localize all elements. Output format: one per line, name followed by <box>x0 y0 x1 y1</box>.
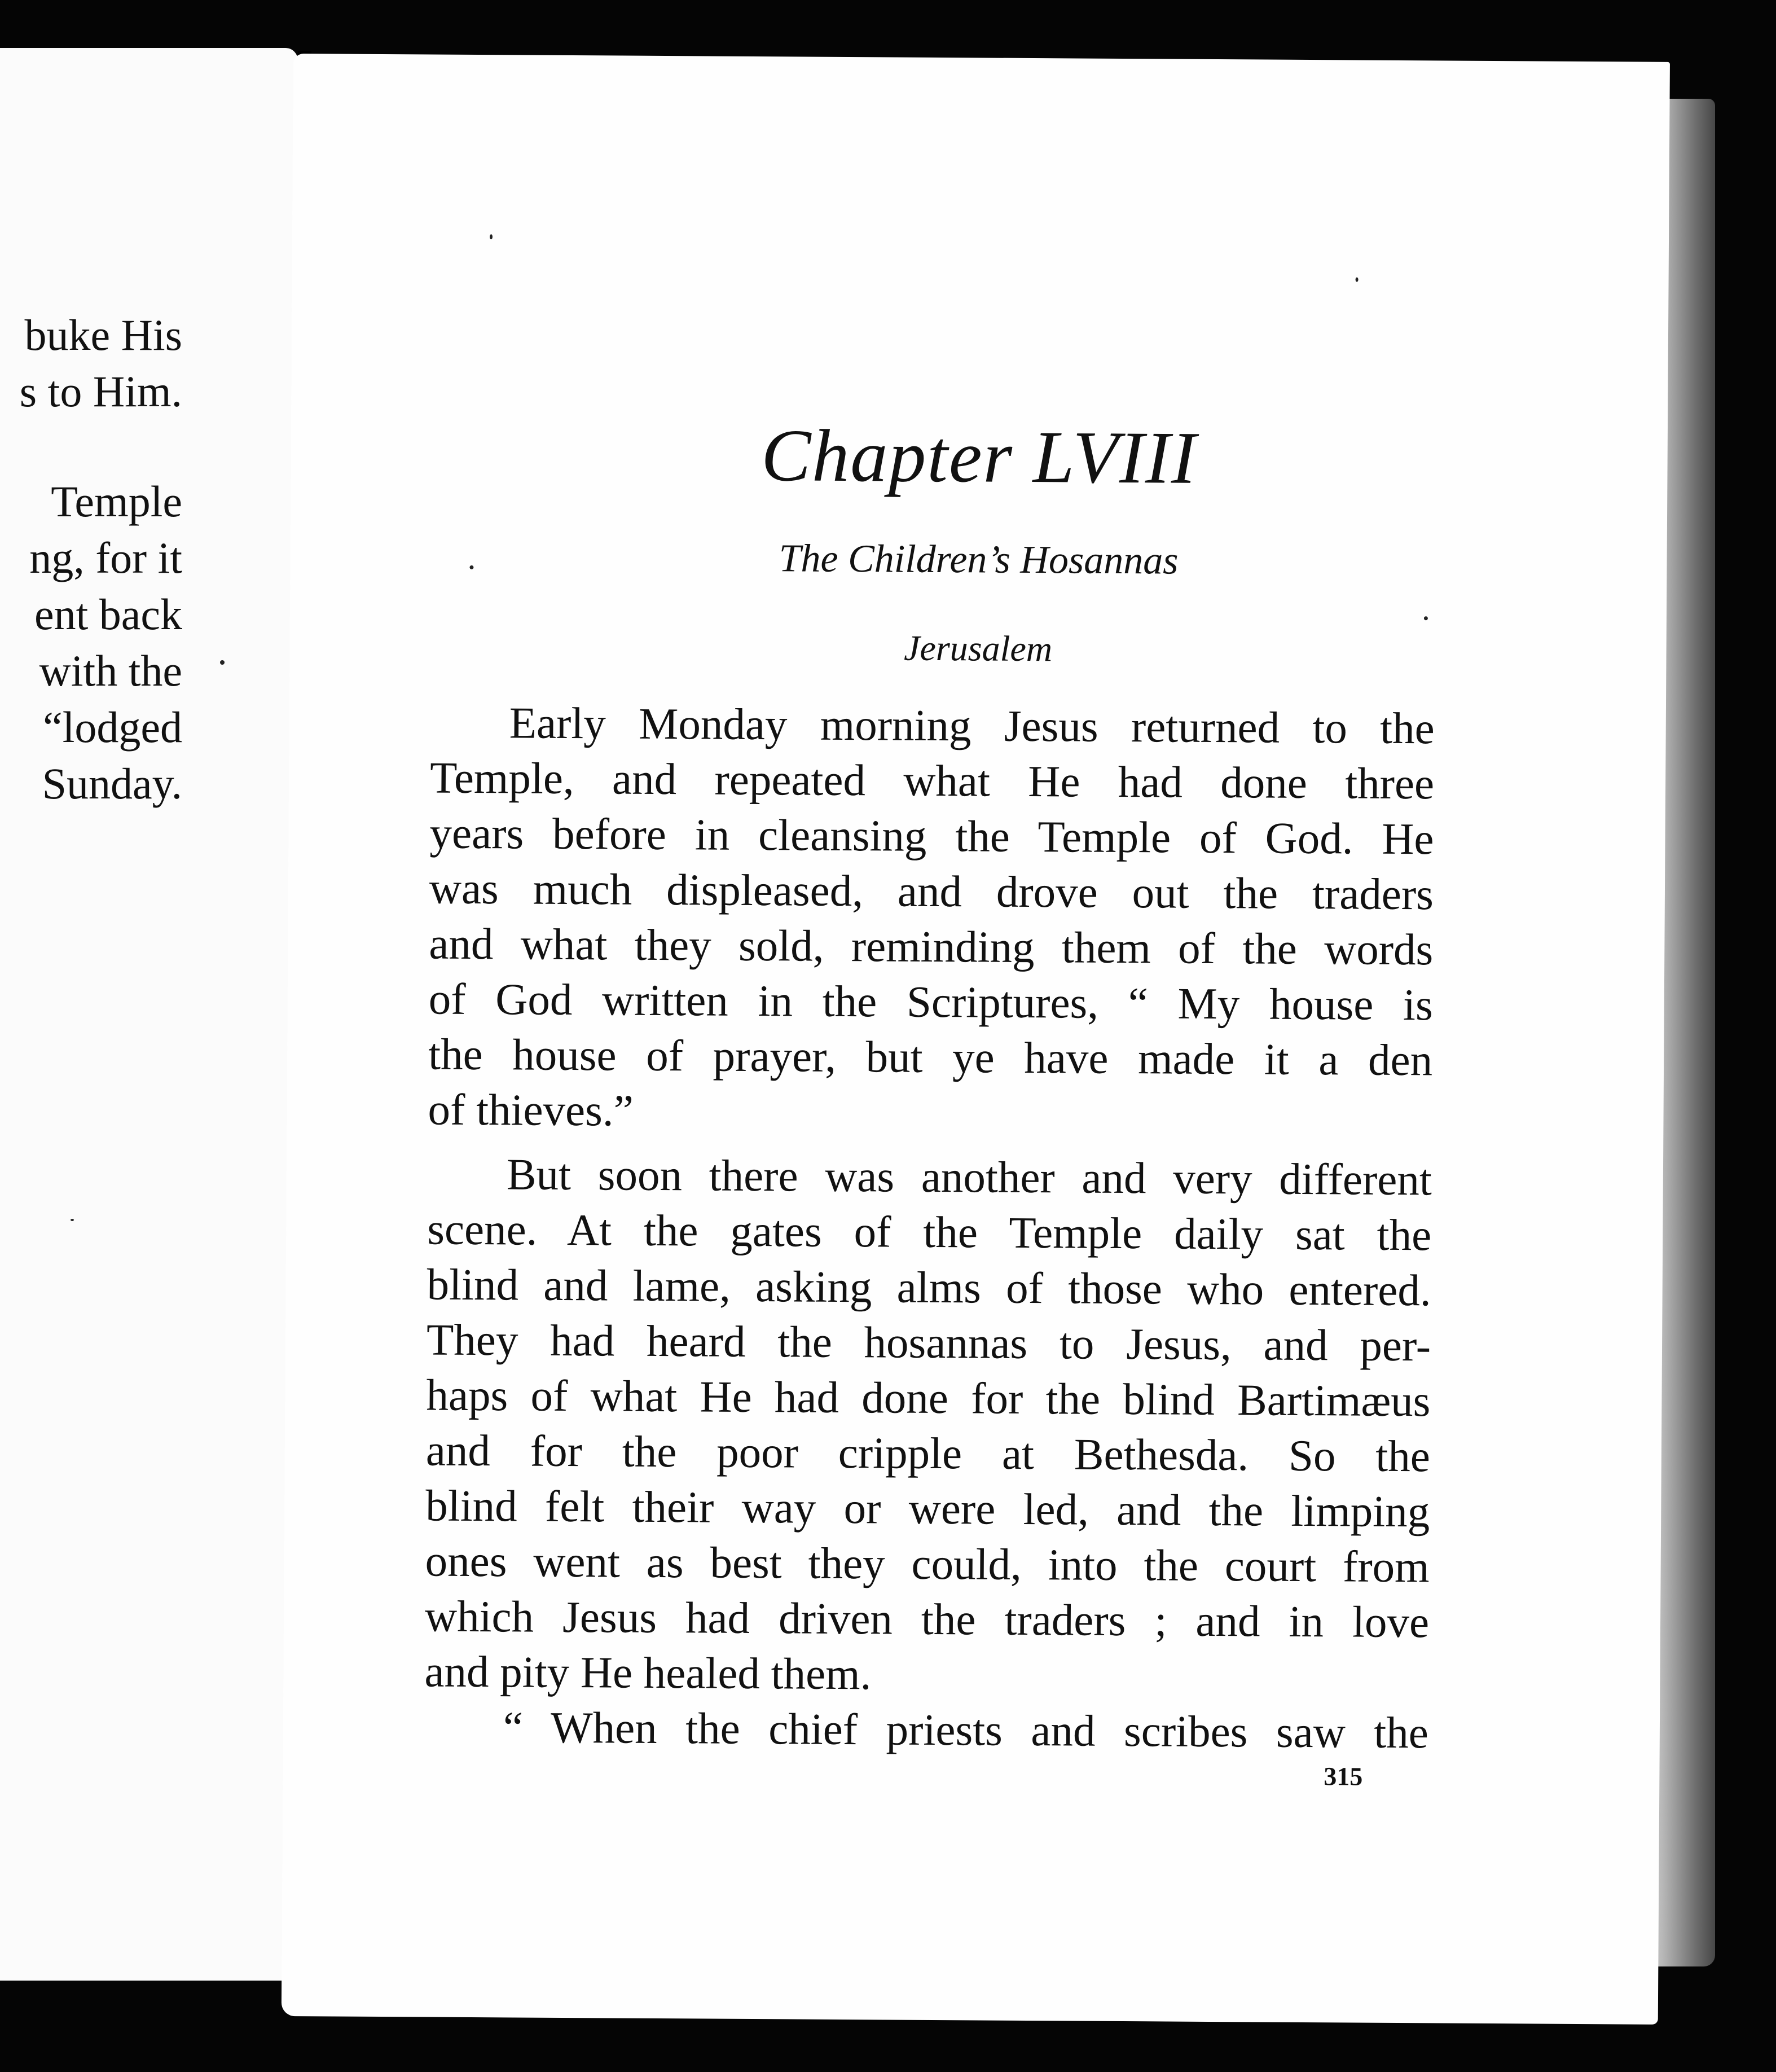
chapter-subtitle: The Children’s Hosannas <box>779 537 1179 583</box>
body-line: and pity He healed them. <box>424 1647 872 1700</box>
left-page-line: Sunday. <box>42 759 182 808</box>
ink-speck <box>1424 616 1428 620</box>
left-facing-page <box>0 48 298 1981</box>
body-line: Early Monday morning Jesus returned to the <box>509 699 1435 754</box>
body-line: But soon there was another and very different <box>506 1150 1432 1205</box>
body-line: of God written in the Scriptures, “ My house is <box>428 974 1433 1030</box>
left-page-line: “lodged <box>43 703 182 752</box>
body-line: which Jesus had driven the traders ; and in love <box>424 1592 1430 1648</box>
chapter-title: Chapter LVIII <box>760 414 1198 499</box>
left-page-line: with the <box>39 646 182 695</box>
body-line: haps of what He had done for the blind Bartimæus <box>426 1371 1431 1426</box>
body-line: “ When the chief priests and scribes saw the <box>503 1703 1429 1758</box>
body-line: and what they sold, reminding them of the words <box>429 919 1434 975</box>
left-page-line: ent back <box>34 590 182 639</box>
chapter-place: Jerusalem <box>903 627 1053 669</box>
body-line: Temple, and repeated what He had done three <box>429 753 1435 809</box>
body-line: and for the poor cripple at Bethesda. So the <box>425 1426 1431 1482</box>
body-line: years before in cleansing the Temple of God. He <box>429 809 1434 864</box>
left-page-line: Temple <box>51 477 182 526</box>
left-page-line: ng, for it <box>29 533 182 582</box>
left-page-line: s to Him. <box>19 367 182 416</box>
page-number: 315 <box>1324 1762 1363 1791</box>
right-page <box>282 54 1670 2025</box>
ink-speck <box>490 234 493 239</box>
ink-speck <box>1356 278 1359 282</box>
body-line: scene. At the gates of the Temple daily sat the <box>427 1205 1432 1261</box>
left-page-line: buke His <box>24 310 182 359</box>
body-line: blind felt their way or were led, and the limping <box>425 1481 1430 1537</box>
body-line: the house of prayer, but ye have made it a den <box>428 1030 1433 1086</box>
body-line: ones went as best they could, into the court from <box>425 1537 1430 1592</box>
body-line: was much displeased, and drove out the traders <box>429 864 1434 920</box>
ink-speck <box>220 660 225 665</box>
ink-speck <box>71 1219 74 1221</box>
body-line: of thieves.” <box>428 1085 634 1136</box>
body-line: They had heard the hosannas to Jesus, and per- <box>426 1315 1431 1371</box>
body-line: blind and lame, asking alms of those who entered. <box>427 1260 1431 1316</box>
